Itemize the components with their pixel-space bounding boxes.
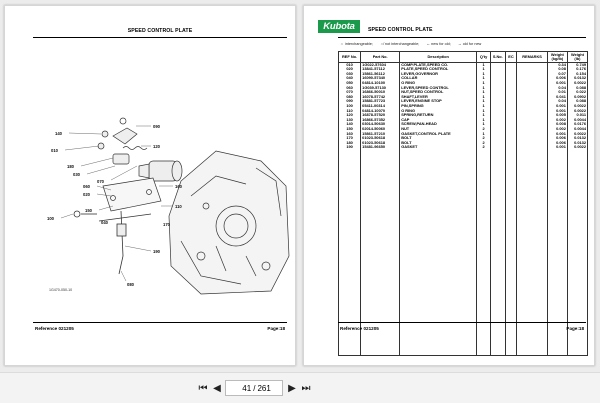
cell-ref: 080 [339,95,361,100]
cell-ref: 100 [339,104,361,109]
cell-w2: 0.0132 [567,136,587,141]
callout-060: 060 [83,184,90,189]
cell-ref: 120 [339,113,361,118]
callout-140: 140 [55,131,62,136]
callout-080: 080 [127,282,134,287]
cell-empty [400,150,477,356]
cell-w1: 0.001 [547,145,567,150]
callout-190: 190 [153,249,160,254]
cell-part: 15481-96650 [361,145,400,150]
page-navigator [225,380,283,396]
cell-ref: 180 [339,141,361,146]
prev-page-icon[interactable]: ◀ [213,382,221,394]
cell-w2: 0.0022 [567,81,587,86]
cell-desc: COLLAR [400,76,477,81]
cell-w1: 0.005 [547,113,567,118]
col-ref-no: REF No. [339,52,361,63]
cell-part: 16878-57520 [361,113,400,118]
cell-w2: 0.0022 [567,132,587,137]
cell-part: 15861-56112 [361,72,400,77]
cell-ref: 190 [339,145,361,150]
cell-ref: 060 [339,86,361,91]
right-footer-page: Page:18 [566,326,584,331]
legend-item: ← new for old; [426,42,451,46]
cell-desc: SCREW,PAN-HEAD [400,122,477,127]
cell-part: 15881-57723 [361,99,400,104]
exploded-parts-diagram [41,106,291,296]
callout-040: 040 [101,220,108,225]
interchange-legend [340,42,487,46]
col-part-no: Part No. [361,52,400,63]
cell-qty: 2 [477,136,491,141]
right-footer-reference: Reference 021205 [340,326,379,331]
cell-part: 1G039-57130 [361,86,400,91]
cell-ref: 070 [339,90,361,95]
last-page-icon[interactable]: ⏭ [301,382,311,394]
left-footer-rule [33,322,287,323]
figure-code: 1G470-050-10 [49,288,73,292]
callout-090: 090 [153,124,160,129]
cell-ref: 090 [339,99,361,104]
cell-qty: 1 [477,132,491,137]
callout-110: 110 [175,204,182,209]
cell-desc: O RING [400,81,477,86]
legend-item: ⇔ interchangeable; [340,42,373,46]
callout-160: 160 [175,184,182,189]
cell-qty: 1 [477,81,491,86]
cell-desc: PIN,SPRING [400,104,477,109]
cell-qty: 2 [477,141,491,146]
cell-qty: 1 [477,90,491,95]
cell-w2: 0.0044 [567,118,587,123]
left-footer-reference: Reference 021205 [35,326,74,331]
col-remarks: REMARKS [517,52,548,63]
cell-w2: 0.0022 [567,104,587,109]
left-page-title: SPEED CONTROL PLATE [127,28,193,34]
cell-part: 16866-50010 [361,90,400,95]
cell-w1: 0.001 [547,104,567,109]
callout-120: 120 [153,144,160,149]
cell-ref: 010 [339,62,361,67]
cell-part: 03014-50630 [361,122,400,127]
left-page [4,5,296,366]
col-weight-lb: Weight (lb) [567,52,587,63]
cell-w1: 0.006 [547,76,567,81]
first-page-icon[interactable]: ⏮ [198,382,208,394]
cell-desc: PLATE,SPEED CONTROL [400,67,477,72]
cell-qty: 1 [477,76,491,81]
cell-empty [490,150,505,356]
cell-qty: 1 [477,62,491,67]
cell-qty: 1 [477,95,491,100]
cell-part: 05411-00314 [361,104,400,109]
cell-w2: 0.0132 [567,141,587,146]
viewer-toolbar [0,372,600,403]
right-page-title: SPEED CONTROL PLATE [368,27,433,33]
cell-desc: LEVER,SPEED CONTROL [400,86,477,91]
cell-w1: 0.04 [547,86,567,91]
cell-w1: 0.001 [547,132,567,137]
cell-w2: 0.154 [567,72,587,77]
cell-w1: 0.001 [547,81,567,86]
cell-ref: 130 [339,118,361,123]
cell-desc: CAP [400,118,477,123]
parts-table-header [339,52,588,63]
cell-part: 01023-50618 [361,141,400,146]
cell-qty: 1 [477,118,491,123]
cell-w2: 0.0902 [567,95,587,100]
callout-020: 020 [83,192,90,197]
cell-qty: 1 [477,122,491,127]
legend-item: ⇎ not interchangeable; [380,42,420,46]
cell-desc: O RING [400,109,477,114]
cell-qty: 1 [477,109,491,114]
cell-part: 1G022-57604 [361,62,400,67]
cell-empty [517,150,548,356]
cell-qty: 1 [477,67,491,72]
total-pages: 261 [257,383,271,393]
cell-ref: 020 [339,67,361,72]
cell-w1: 0.01 [547,90,567,95]
cell-w1: 0.34 [547,62,567,67]
cell-w1: 0.07 [547,72,567,77]
cell-qty: 1 [477,104,491,109]
cell-ref: 150 [339,127,361,132]
cell-desc: NUT,SPEED CONTROL [400,90,477,95]
cell-ref: 030 [339,72,361,77]
callout-070: 070 [97,179,104,184]
cell-empty [361,150,400,356]
cell-empty [567,150,587,356]
callout-150: 150 [85,208,92,213]
cell-desc: NUT [400,127,477,132]
cell-w2: 0.011 [567,113,587,118]
cell-qty: 2 [477,127,491,132]
cell-part: 02014-50060 [361,127,400,132]
cell-qty: 1 [477,99,491,104]
cell-w2: 0.176 [567,67,587,72]
cell-w1: 0.006 [547,141,567,146]
right-footer-rule [338,322,586,323]
cell-desc: LEVER,ENGINE STOP [400,99,477,104]
cell-empty [477,150,491,356]
cell-qty: 1 [477,113,491,118]
callout-100: 100 [47,216,54,221]
legend-item: → old for new [457,42,482,46]
col-qty: Q'ty [477,52,491,63]
next-page-icon[interactable]: ▶ [288,382,296,394]
cell-w1: 0.008 [547,122,567,127]
cell-part: 16866-57352 [361,118,400,123]
cell-desc: LEVER,GOVERNOR [400,72,477,77]
kubota-logo: Kubota [318,20,360,33]
table-blank-area [339,150,588,356]
cell-part: 13841-57112 [361,67,400,72]
cell-w2: 0.0022 [567,109,587,114]
cell-ref: 160 [339,132,361,137]
cell-w1: 0.002 [547,127,567,132]
cell-ref: 170 [339,136,361,141]
cell-desc: COMP.PLATE,SPEED CO. [400,62,477,67]
cell-w1: 0.041 [547,95,567,100]
callout-180: 180 [67,164,74,169]
callout-010: 010 [51,148,58,153]
cell-w2: 0.088 [567,86,587,91]
cell-w1: 0.002 [547,118,567,123]
col-description: Description [400,52,477,63]
col-ec: EC [505,52,517,63]
page-separator: / [253,383,256,393]
cell-desc: GASKET [400,145,477,150]
callout-170: 170 [163,222,170,227]
cell-desc: SHAFT,LEVER [400,95,477,100]
cell-part: 04814-10100 [361,81,400,86]
current-page-input[interactable] [237,384,251,393]
cell-w1: 0.006 [547,136,567,141]
cell-w2: 0.0022 [567,145,587,150]
left-header-rule [33,37,287,38]
cell-w2: 0.0044 [567,127,587,132]
cell-part: 01023-50618 [361,136,400,141]
cell-part: 15861-57210 [361,132,400,137]
cell-w1: 0.04 [547,99,567,104]
cell-empty [547,150,567,356]
cell-part: 16078-57742 [361,95,400,100]
cell-w2: 0.0176 [567,122,587,127]
cell-ref: 110 [339,109,361,114]
cell-qty: 2 [477,145,491,150]
col-weight-kg: Weight (kg/lb) [547,52,567,63]
cell-desc: SPRING,RETURN [400,113,477,118]
cell-w2: 0.0132 [567,76,587,81]
right-header-rule [338,37,586,38]
left-footer-page: Page:18 [267,326,285,331]
cell-w1: 0.001 [547,109,567,114]
cell-ref: 050 [339,81,361,86]
right-page [303,5,595,366]
cell-desc: GASKET,CONTROL PLATE [400,132,477,137]
callout-030: 030 [73,172,80,177]
cell-w2: 0.088 [567,99,587,104]
col-sno: S.No. [490,52,505,63]
cell-w2: 0.749 [567,62,587,67]
cell-ref: 140 [339,122,361,127]
cell-desc: BOLT [400,136,477,141]
cell-qty: 1 [477,86,491,91]
cell-w2: 0.022 [567,90,587,95]
cell-part: 04814-10070 [361,109,400,114]
cell-qty: 1 [477,72,491,77]
cell-empty [339,150,361,356]
cell-empty [505,150,517,356]
cell-w1: 0.08 [547,67,567,72]
cell-part: 16090-57340 [361,76,400,81]
cell-desc: BOLT [400,141,477,146]
parts-table [338,51,588,356]
cell-ref: 040 [339,76,361,81]
